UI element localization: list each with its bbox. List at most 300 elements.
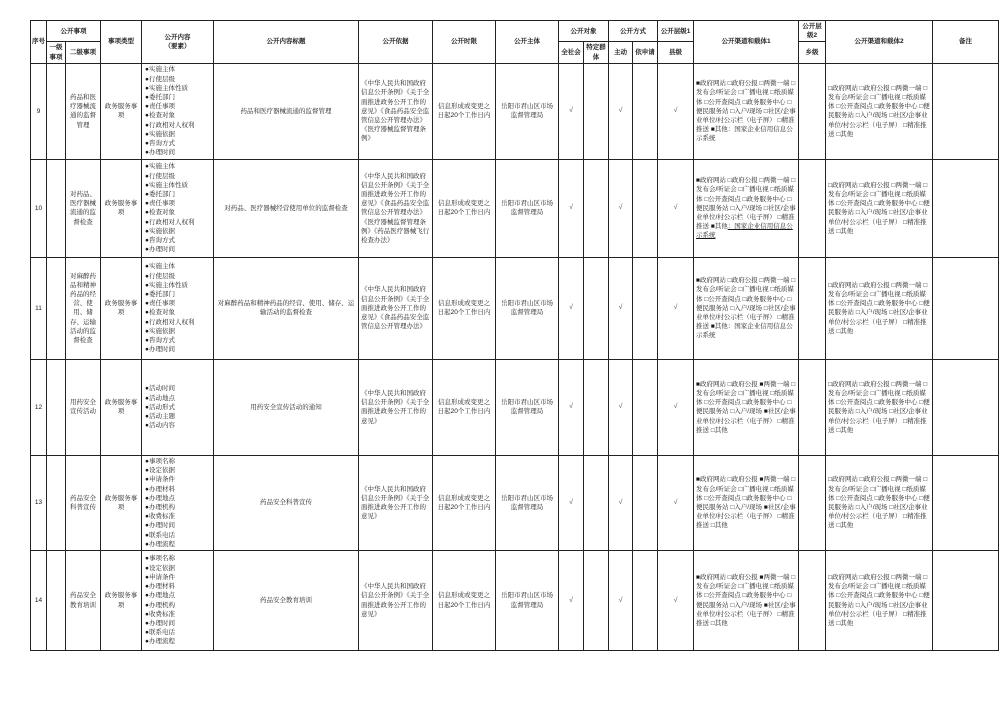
content-elements-cell xyxy=(142,551,214,651)
channel-option-label: 政务服务中心 xyxy=(746,494,786,502)
seq-cell: 9 xyxy=(31,63,47,159)
col-header-method-group: 公开方式 xyxy=(609,21,658,42)
content-element-label: 联系电话 xyxy=(148,629,175,637)
content-element-label: 责任事项 xyxy=(148,300,175,308)
channel-option xyxy=(860,574,890,581)
level2-item-cell: 用药安全宣传活动 xyxy=(66,359,101,455)
channel-option-label: 精准推送 xyxy=(696,116,795,134)
channel-option xyxy=(875,300,918,307)
content-elements-cell xyxy=(142,359,214,455)
checkbox-unchecked-icon: □ xyxy=(836,227,841,235)
channel2-cell xyxy=(826,63,933,159)
channel-option xyxy=(728,277,758,284)
content-elements-cell xyxy=(142,455,214,550)
content-element-label: 活动内容 xyxy=(148,422,175,430)
col-header-item-l2: 二级事项 xyxy=(66,42,101,63)
channel-option xyxy=(743,495,786,502)
channel-option xyxy=(856,408,888,415)
checkbox-unchecked-icon: □ xyxy=(727,177,732,185)
checkbox-unchecked-icon: □ xyxy=(763,204,768,212)
checkbox-unchecked-icon: □ xyxy=(836,300,841,308)
table-row xyxy=(31,257,999,359)
table-row xyxy=(31,455,999,550)
time-limit-cell: 信息形成或变更之日起20个工作日内 xyxy=(433,551,496,651)
content-element xyxy=(145,610,211,619)
channel-option-label: 广播电视 xyxy=(742,485,769,493)
channel-other-detail: ：国家企业信用信息公示系统 xyxy=(696,223,793,240)
channel-option-label: 其他 xyxy=(840,620,854,627)
channel-option xyxy=(836,103,872,110)
checkbox-unchecked-icon: □ xyxy=(855,112,860,120)
channel-option-label: 便民服务站 xyxy=(828,103,930,120)
content-element xyxy=(145,299,211,308)
bullet-icon: ● xyxy=(145,237,149,245)
content-element-label: 办理机构 xyxy=(148,503,175,511)
table-body xyxy=(31,63,999,650)
content-element-label: 行政相对人权利 xyxy=(148,121,195,129)
checkbox-unchecked-icon: □ xyxy=(738,286,743,294)
content-element xyxy=(145,421,211,430)
basis-cell: 《中华人民共和国政府信息公开条例》《关于全面推进政务公开工作的意见》《食品药品安全监管信息公开管理办法》 xyxy=(359,257,433,359)
bullet-icon: ● xyxy=(145,412,149,420)
bullet-icon: ● xyxy=(145,620,149,627)
level1-item-cell xyxy=(47,551,66,651)
time-limit-cell: 信息形成或变更之日起20个工作日内 xyxy=(433,359,496,455)
checkbox-unchecked-icon: □ xyxy=(787,195,792,203)
channel-option xyxy=(875,399,918,406)
channel1-cell xyxy=(694,359,799,455)
checkbox-checked-icon: ■ xyxy=(696,380,700,388)
channel-option xyxy=(696,277,726,284)
channel-option-label: 公开查阅点 xyxy=(840,592,873,600)
channel-option-label: 发布会/听证会 xyxy=(828,93,869,101)
col-header-subject: 公开主体 xyxy=(496,21,559,64)
bullet-icon: ● xyxy=(145,300,149,308)
bullet-icon: ● xyxy=(145,385,149,393)
channel-option xyxy=(696,80,726,87)
level1-cell xyxy=(658,159,694,257)
content-element xyxy=(145,93,211,102)
content-element-label: 咨询方式 xyxy=(148,140,175,148)
channel-option xyxy=(871,390,901,397)
channel-option-label: 政府网站 xyxy=(831,476,858,484)
channel2-cell xyxy=(826,359,933,455)
method-active-cell xyxy=(609,257,633,359)
checkbox-checked-icon: ■ xyxy=(710,223,715,231)
channel-other-detail: ：国家企业信用信息公示系统 xyxy=(696,323,793,340)
content-element-label: 活动主题 xyxy=(148,412,175,420)
checkbox-checked-icon: ■ xyxy=(759,573,764,581)
channel-option-label: 精准推送 xyxy=(696,610,795,627)
checkbox-unchecked-icon: □ xyxy=(859,84,864,92)
channel-option-label: 发布会/听证会 xyxy=(828,583,869,591)
channel-option-label: 纸质媒体 xyxy=(828,290,926,308)
channel-option-label: 公开查阅点 xyxy=(708,295,741,303)
bullet-icon: ● xyxy=(145,140,149,148)
bullet-icon: ● xyxy=(145,263,149,271)
channel-option-label: 广播电视 xyxy=(874,485,901,493)
channel-option-label: 广播电视 xyxy=(874,93,901,101)
channel-option-label: 广播电视 xyxy=(874,290,901,298)
channel-option xyxy=(704,296,740,303)
channel-option-label: 政府网站 xyxy=(699,476,726,484)
check-mark: √ xyxy=(569,403,573,411)
channel-option xyxy=(860,476,890,483)
channel-option-label: 入户/现场 xyxy=(859,408,888,416)
content-element xyxy=(145,208,211,217)
channel-option-label: 入户/现场 xyxy=(859,209,888,217)
channel-option-label: 发布会/听证会 xyxy=(696,583,737,591)
bullet-icon: ● xyxy=(145,181,149,189)
subject-cell: 岳阳市君山区市场监督管理局 xyxy=(496,257,559,359)
content-element xyxy=(145,84,211,93)
checkbox-unchecked-icon: □ xyxy=(730,601,735,609)
channel-option xyxy=(711,427,728,434)
method-request-cell xyxy=(633,159,658,257)
channel-option-label: 社区/企事业单位/村公示栏（电子屏） xyxy=(696,304,796,321)
content-element xyxy=(145,199,211,208)
channel-option-label: 公开查阅点 xyxy=(708,98,741,106)
checkbox-unchecked-icon: □ xyxy=(903,610,908,618)
content-element xyxy=(145,65,211,74)
title-cell: 用药安全宣传活动的通知 xyxy=(214,359,359,455)
content-elements-cell xyxy=(142,159,214,257)
checkbox-unchecked-icon: □ xyxy=(704,399,709,407)
channel-option xyxy=(728,381,758,388)
checkbox-unchecked-icon: □ xyxy=(903,513,908,521)
checkbox-unchecked-icon: □ xyxy=(742,98,747,106)
checkbox-unchecked-icon: □ xyxy=(859,181,864,189)
method-request-cell xyxy=(633,455,658,550)
channel-option-label: 精准推送 xyxy=(828,417,927,434)
channel-option-label: 广播电视 xyxy=(874,389,901,397)
channel2-cell xyxy=(826,257,933,359)
bullet-icon: ● xyxy=(145,592,149,600)
seq-cell: 11 xyxy=(31,257,47,359)
content-element-label: 实施主体性质 xyxy=(148,84,188,92)
channel1-cell xyxy=(694,159,799,257)
channel1-cell xyxy=(694,257,799,359)
content-element xyxy=(145,262,211,271)
checkbox-unchecked-icon: □ xyxy=(704,494,709,502)
target-all-cell xyxy=(559,159,584,257)
bullet-icon: ● xyxy=(145,84,149,92)
col-header-channel1: 公开渠道和载体1 xyxy=(694,21,799,64)
channel-option-label: 便民服务站 xyxy=(828,300,930,317)
content-element xyxy=(145,582,211,591)
channel-option xyxy=(860,182,890,189)
content-element-label: 行使层级 xyxy=(148,75,175,83)
channel-option-label: 政府公报 xyxy=(863,573,890,581)
checkbox-unchecked-icon: □ xyxy=(855,408,860,416)
channel-option-label: 广播电视 xyxy=(874,190,901,198)
bullet-icon: ● xyxy=(145,149,149,157)
check-mark: √ xyxy=(618,403,623,411)
content-element xyxy=(145,111,211,120)
bullet-icon: ● xyxy=(145,246,149,254)
channel-option xyxy=(828,182,858,189)
checkbox-unchecked-icon: □ xyxy=(828,281,832,289)
channel-option-label: 入户/现场 xyxy=(734,107,763,115)
col-header-basis: 公开依据 xyxy=(359,21,433,64)
checkbox-unchecked-icon: □ xyxy=(730,304,735,312)
channel-option xyxy=(828,282,858,289)
channel-option-label: 其他 xyxy=(714,522,728,530)
time-limit-cell: 信息形成或变更之日起20个工作日内 xyxy=(433,455,496,550)
checkbox-unchecked-icon: □ xyxy=(704,195,709,203)
content-element xyxy=(145,102,211,111)
checkbox-unchecked-icon: □ xyxy=(727,277,732,285)
channel-option-label: 政府网站 xyxy=(699,277,726,285)
channel-option xyxy=(871,291,901,298)
item-type-cell: 政务服务事项 xyxy=(101,359,142,455)
basis-cell: 《中华人民共和国政府信息公开条例》《关于全面推进政务公开工作的意见》 xyxy=(359,359,433,455)
content-element xyxy=(145,466,211,475)
checkbox-unchecked-icon: □ xyxy=(902,389,907,397)
channel-option xyxy=(711,522,728,529)
checkbox-unchecked-icon: □ xyxy=(919,200,924,208)
check-mark: √ xyxy=(673,403,678,411)
checkbox-unchecked-icon: □ xyxy=(738,485,743,493)
content-element xyxy=(145,139,211,148)
channel-option-label: 其他 xyxy=(840,130,854,138)
bullet-icon: ● xyxy=(145,163,149,171)
checkbox-checked-icon: ■ xyxy=(763,601,768,609)
checkbox-unchecked-icon: □ xyxy=(923,573,928,581)
content-element-label: 责任事项 xyxy=(148,103,175,111)
channel-other-detail: ：国家企业信用信息公示系统 xyxy=(696,126,793,143)
channel-option xyxy=(856,504,888,511)
target-specific-cell xyxy=(584,551,609,651)
content-element xyxy=(145,601,211,610)
checkbox-unchecked-icon: □ xyxy=(903,121,908,129)
col-header-item-group: 公开事项 xyxy=(47,21,101,42)
checkbox-unchecked-icon: □ xyxy=(770,186,775,194)
checkbox-unchecked-icon: □ xyxy=(874,494,879,502)
level1-item-cell xyxy=(47,455,66,550)
channel-option-label: 政务服务中心 xyxy=(878,300,918,308)
checkbox-unchecked-icon: □ xyxy=(836,522,841,530)
channel-option xyxy=(704,99,740,106)
checkbox-unchecked-icon: □ xyxy=(777,610,782,618)
channel-option xyxy=(836,495,872,502)
level1-cell xyxy=(658,63,694,159)
checkbox-unchecked-icon: □ xyxy=(828,380,832,388)
channel-option xyxy=(696,177,726,184)
title-cell: 对麻醉药品和精神药品的经营、使用、储存、运输活动的监督检查 xyxy=(214,257,359,359)
checkbox-unchecked-icon: □ xyxy=(855,503,860,511)
target-specific-cell xyxy=(584,63,609,159)
channel-option-label: 两微一端 xyxy=(763,80,790,88)
channel-option-label: 社区/企事业单位/村公示栏（电子屏） xyxy=(696,601,796,618)
channel-option-label: 公开查阅点 xyxy=(840,300,873,308)
check-mark: √ xyxy=(673,204,678,212)
bullet-icon: ● xyxy=(145,629,149,637)
channel-option-label: 发布会/听证会 xyxy=(828,190,869,198)
content-element xyxy=(145,336,211,345)
checkbox-unchecked-icon: □ xyxy=(770,89,775,97)
channel-option-label: 精准推送 xyxy=(696,513,795,530)
checkbox-unchecked-icon: □ xyxy=(923,476,928,484)
content-element-label: 实施主体 xyxy=(148,263,175,271)
method-active-cell xyxy=(609,455,633,550)
channel-option xyxy=(836,522,853,529)
checkbox-unchecked-icon: □ xyxy=(902,583,907,591)
channel-option xyxy=(760,381,790,388)
channel-option-label: 精准推送 xyxy=(828,318,927,335)
check-mark: √ xyxy=(569,596,573,604)
channel-option xyxy=(743,296,786,303)
checkbox-unchecked-icon: □ xyxy=(704,592,709,600)
bullet-icon: ● xyxy=(145,522,149,530)
content-element-label: 办理时间 xyxy=(148,346,175,354)
channel-option-label: 政务服务中心 xyxy=(878,200,918,208)
level2-cell xyxy=(799,359,826,455)
content-element-label: 办理流程 xyxy=(148,540,175,548)
channel-option xyxy=(730,602,762,609)
content-element-label: 办理时间 xyxy=(148,246,175,254)
bullet-icon: ● xyxy=(145,540,149,548)
channel-option-label: 政务服务中心 xyxy=(878,494,918,502)
disclosure-table xyxy=(30,20,999,651)
bullet-icon: ● xyxy=(145,318,149,326)
check-mark: √ xyxy=(569,499,573,506)
checkbox-unchecked-icon: □ xyxy=(759,277,764,285)
channel-option-label: 公开查阅点 xyxy=(708,592,741,600)
check-mark: √ xyxy=(618,499,623,506)
basis-cell: 《中华人民共和国政府信息公开条例》《关于全面推进政务公开工作的意见》 xyxy=(359,551,433,651)
channel-option xyxy=(728,574,758,581)
bullet-icon: ● xyxy=(145,337,149,345)
title-cell: 对药品、医疗器械经营使用单位的监督检查 xyxy=(214,159,359,257)
checkbox-unchecked-icon: □ xyxy=(891,281,896,289)
title-cell: 药品安全教育培训 xyxy=(214,551,359,651)
checkbox-unchecked-icon: □ xyxy=(874,592,879,600)
col-header-level2: 乡级 xyxy=(799,42,826,63)
subject-cell: 岳阳市君山区市场监督管理局 xyxy=(496,359,559,455)
checkbox-unchecked-icon: □ xyxy=(891,181,896,189)
checkbox-unchecked-icon: □ xyxy=(710,522,715,530)
checkbox-unchecked-icon: □ xyxy=(787,399,792,407)
item-type-cell: 政务服务事项 xyxy=(101,63,142,159)
target-all-cell xyxy=(559,359,584,455)
col-header-seq: 序号 xyxy=(31,21,47,64)
channel-option xyxy=(856,602,888,609)
content-element-label: 行政相对人权利 xyxy=(148,318,195,326)
channel-option xyxy=(711,126,728,133)
channel-option xyxy=(828,85,858,92)
channel-option xyxy=(739,390,769,397)
content-element-label: 设定依据 xyxy=(148,564,175,572)
target-all-cell xyxy=(559,455,584,550)
channel-option-label: 公开查阅点 xyxy=(708,399,741,407)
method-active-cell xyxy=(609,63,633,159)
checkbox-unchecked-icon: □ xyxy=(738,583,743,591)
content-element xyxy=(145,403,211,412)
level2-cell xyxy=(799,551,826,651)
checkbox-checked-icon: ■ xyxy=(696,177,700,185)
level2-item-cell: 药品和医疗器械流通的监督管理 xyxy=(66,63,101,159)
content-element-label: 事项名称 xyxy=(148,457,175,465)
checkbox-unchecked-icon: □ xyxy=(889,112,894,120)
channel-option-label: 政府公报 xyxy=(863,380,890,388)
channel-option xyxy=(743,399,786,406)
channel-option-label: 政府公报 xyxy=(731,573,758,581)
checkbox-unchecked-icon: □ xyxy=(738,186,743,194)
basis-cell: 《中华人民共和国政府信息公开条例》《关于全面推进政务公开工作的意见》《食品药品安全监管信息公开管理办法》《医疗器械监督管理条例》 xyxy=(359,63,433,159)
channel-option xyxy=(871,486,901,493)
channel-option-label: 两微一端 xyxy=(895,281,922,289)
channel-option-label: 政府网站 xyxy=(831,281,858,289)
basis-cell: 《中华人民共和国政府信息公开条例》《关于全面推进政务公开工作的意见》 xyxy=(359,455,433,550)
channel-option xyxy=(828,476,858,483)
channel-option xyxy=(856,112,888,119)
checkbox-unchecked-icon: □ xyxy=(828,84,832,92)
level2-cell xyxy=(799,455,826,550)
content-element-label: 实施依据 xyxy=(148,227,175,235)
channel-option xyxy=(760,177,790,184)
checkbox-unchecked-icon: □ xyxy=(919,494,924,502)
content-element-label: 申请条件 xyxy=(148,476,175,484)
checkbox-unchecked-icon: □ xyxy=(770,485,775,493)
table-row xyxy=(31,63,999,159)
col-header-target-all: 全社会 xyxy=(559,42,584,63)
checkbox-unchecked-icon: □ xyxy=(891,476,896,484)
channel-option xyxy=(836,620,853,627)
channel-option xyxy=(836,200,872,207)
channel-option xyxy=(704,196,740,203)
content-element-label: 活动时间 xyxy=(148,385,175,393)
bullet-icon: ● xyxy=(145,555,149,563)
channel-option xyxy=(696,381,726,388)
checkbox-checked-icon: ■ xyxy=(696,476,700,484)
channel-option-label: 社区/企事业单位/村公示栏（电子屏） xyxy=(696,408,796,425)
checkbox-checked-icon: ■ xyxy=(763,408,768,416)
seq-cell: 10 xyxy=(31,159,47,257)
target-all-cell xyxy=(559,551,584,651)
checkbox-unchecked-icon: □ xyxy=(791,277,796,285)
checkbox-unchecked-icon: □ xyxy=(759,80,764,88)
bullet-icon: ● xyxy=(145,503,149,511)
channel-option xyxy=(739,583,769,590)
channel-option-label: 政务服务中心 xyxy=(878,103,918,111)
channel-option-label: 政务服务中心 xyxy=(746,295,786,303)
remark-cell xyxy=(933,63,999,159)
content-element xyxy=(145,531,211,540)
checkbox-unchecked-icon: □ xyxy=(738,89,743,97)
channel-option-label: 其他 xyxy=(714,323,728,331)
channel-option-label: 精准推送 xyxy=(828,610,927,627)
content-element xyxy=(145,245,211,254)
channel-option xyxy=(704,495,740,502)
level1-cell xyxy=(658,257,694,359)
item-type-cell: 政务服务事项 xyxy=(101,257,142,359)
checkbox-unchecked-icon: □ xyxy=(836,620,841,627)
col-header-level1: 县级 xyxy=(658,42,694,63)
channel-option-label: 入户/现场 xyxy=(734,601,763,609)
level2-cell xyxy=(799,63,826,159)
level2-item-cell: 对麻醉药品和精神药品的经营、使用、储存、运输活动的监督检查 xyxy=(66,257,101,359)
channel-option-label: 入户/现场 xyxy=(734,304,763,312)
remark-cell xyxy=(933,359,999,455)
channel-option-label: 政府网站 xyxy=(831,380,858,388)
checkbox-unchecked-icon: □ xyxy=(919,103,924,111)
col-header-target-group: 公开对象 xyxy=(559,21,609,42)
checkbox-unchecked-icon: □ xyxy=(770,389,775,397)
checkbox-unchecked-icon: □ xyxy=(891,380,896,388)
subject-cell: 岳阳市君山区市场监督管理局 xyxy=(496,63,559,159)
subject-cell: 岳阳市君山区市场监督管理局 xyxy=(496,551,559,651)
